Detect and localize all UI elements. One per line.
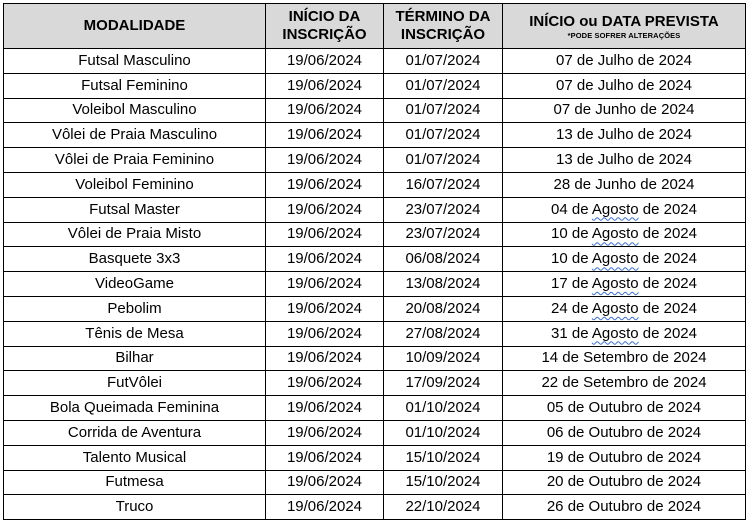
cell-data-prevista: 06 de Outubro de 2024 <box>503 420 746 445</box>
cell-modalidade: Basquete 3x3 <box>4 247 266 272</box>
cell-termino-inscricao: 06/08/2024 <box>384 247 503 272</box>
cell-termino-inscricao: 15/10/2024 <box>384 445 503 470</box>
cell-termino-inscricao: 20/08/2024 <box>384 296 503 321</box>
cell-data-prevista: 14 de Setembro de 2024 <box>503 346 746 371</box>
table-row <box>4 197 746 222</box>
cell-data-prevista: 13 de Julho de 2024 <box>503 123 746 148</box>
cell-inicio-inscricao: 19/06/2024 <box>266 148 384 173</box>
header-row <box>4 4 746 49</box>
cell-modalidade: Futsal Master <box>4 197 266 222</box>
cell-data-prevista: 07 de Julho de 2024 <box>503 73 746 98</box>
cell-data-prevista: 26 de Outubro de 2024 <box>503 495 746 520</box>
cell-modalidade: Voleibol Feminino <box>4 172 266 197</box>
cell-termino-inscricao: 10/09/2024 <box>384 346 503 371</box>
cell-inicio-inscricao: 19/06/2024 <box>266 346 384 371</box>
cell-modalidade: Voleibol Masculino <box>4 98 266 123</box>
table-row <box>4 148 746 173</box>
table-row <box>4 172 746 197</box>
cell-inicio-inscricao: 19/06/2024 <box>266 222 384 247</box>
cell-inicio-inscricao: 19/06/2024 <box>266 98 384 123</box>
cell-inicio-inscricao: 19/06/2024 <box>266 445 384 470</box>
cell-modalidade: Bilhar <box>4 346 266 371</box>
cell-termino-inscricao: 15/10/2024 <box>384 470 503 495</box>
cell-data-prevista: 04 de Agosto de 2024 <box>503 197 746 222</box>
cell-inicio-inscricao: 19/06/2024 <box>266 296 384 321</box>
cell-modalidade: Futsal Feminino <box>4 73 266 98</box>
schedule-table <box>3 3 746 520</box>
cell-data-prevista: 17 de Agosto de 2024 <box>503 272 746 297</box>
table-row <box>4 247 746 272</box>
cell-data-prevista: 10 de Agosto de 2024 <box>503 247 746 272</box>
cell-inicio-inscricao: 19/06/2024 <box>266 172 384 197</box>
header-modalidade: MODALIDADE <box>4 4 266 49</box>
cell-termino-inscricao: 23/07/2024 <box>384 197 503 222</box>
table-row <box>4 445 746 470</box>
cell-termino-inscricao: 23/07/2024 <box>384 222 503 247</box>
cell-inicio-inscricao: 19/06/2024 <box>266 396 384 421</box>
table-row <box>4 272 746 297</box>
cell-modalidade: Futsal Masculino <box>4 49 266 74</box>
cell-modalidade: Vôlei de Praia Feminino <box>4 148 266 173</box>
cell-data-prevista: 20 de Outubro de 2024 <box>503 470 746 495</box>
table-row <box>4 420 746 445</box>
table-row <box>4 371 746 396</box>
table-row <box>4 495 746 520</box>
cell-modalidade: Truco <box>4 495 266 520</box>
cell-inicio-inscricao: 19/06/2024 <box>266 495 384 520</box>
table-row <box>4 73 746 98</box>
cell-termino-inscricao: 27/08/2024 <box>384 321 503 346</box>
cell-termino-inscricao: 16/07/2024 <box>384 172 503 197</box>
cell-termino-inscricao: 13/08/2024 <box>384 272 503 297</box>
cell-inicio-inscricao: 19/06/2024 <box>266 73 384 98</box>
cell-termino-inscricao: 01/07/2024 <box>384 148 503 173</box>
cell-data-prevista: 13 de Julho de 2024 <box>503 148 746 173</box>
table-row <box>4 346 746 371</box>
table-row <box>4 470 746 495</box>
header-inicio-prevista: INÍCIO ou DATA PREVISTA *PODE SOFRER ALTERAÇÕES <box>503 4 746 49</box>
cell-termino-inscricao: 01/07/2024 <box>384 73 503 98</box>
cell-termino-inscricao: 01/07/2024 <box>384 98 503 123</box>
cell-inicio-inscricao: 19/06/2024 <box>266 247 384 272</box>
cell-termino-inscricao: 01/07/2024 <box>384 123 503 148</box>
table-row <box>4 123 746 148</box>
cell-inicio-inscricao: 19/06/2024 <box>266 123 384 148</box>
table-row <box>4 296 746 321</box>
table-row <box>4 49 746 74</box>
cell-inicio-inscricao: 19/06/2024 <box>266 272 384 297</box>
cell-termino-inscricao: 01/10/2024 <box>384 396 503 421</box>
table-row <box>4 98 746 123</box>
cell-data-prevista: 31 de Agosto de 2024 <box>503 321 746 346</box>
cell-data-prevista: 10 de Agosto de 2024 <box>503 222 746 247</box>
cell-data-prevista: 05 de Outubro de 2024 <box>503 396 746 421</box>
cell-data-prevista: 28 de Junho de 2024 <box>503 172 746 197</box>
cell-termino-inscricao: 17/09/2024 <box>384 371 503 396</box>
cell-termino-inscricao: 01/07/2024 <box>384 49 503 74</box>
cell-data-prevista: 07 de Junho de 2024 <box>503 98 746 123</box>
table-body <box>4 49 746 520</box>
cell-inicio-inscricao: 19/06/2024 <box>266 49 384 74</box>
cell-modalidade: Vôlei de Praia Masculino <box>4 123 266 148</box>
cell-termino-inscricao: 01/10/2024 <box>384 420 503 445</box>
header-note: *PODE SOFRER ALTERAÇÕES <box>567 30 681 40</box>
cell-modalidade: Futmesa <box>4 470 266 495</box>
cell-inicio-inscricao: 19/06/2024 <box>266 420 384 445</box>
cell-inicio-inscricao: 19/06/2024 <box>266 371 384 396</box>
schedule-table-container <box>3 3 746 520</box>
table-header <box>4 4 746 49</box>
cell-modalidade: VideoGame <box>4 272 266 297</box>
cell-inicio-inscricao: 19/06/2024 <box>266 321 384 346</box>
cell-data-prevista: 07 de Julho de 2024 <box>503 49 746 74</box>
cell-modalidade: FutVôlei <box>4 371 266 396</box>
table-row <box>4 321 746 346</box>
cell-modalidade: Talento Musical <box>4 445 266 470</box>
cell-modalidade: Vôlei de Praia Misto <box>4 222 266 247</box>
cell-inicio-inscricao: 19/06/2024 <box>266 470 384 495</box>
cell-data-prevista: 19 de Outubro de 2024 <box>503 445 746 470</box>
cell-data-prevista: 24 de Agosto de 2024 <box>503 296 746 321</box>
cell-inicio-inscricao: 19/06/2024 <box>266 197 384 222</box>
table-row <box>4 396 746 421</box>
cell-termino-inscricao: 22/10/2024 <box>384 495 503 520</box>
cell-modalidade: Pebolim <box>4 296 266 321</box>
cell-modalidade: Corrida de Aventura <box>4 420 266 445</box>
cell-data-prevista: 22 de Setembro de 2024 <box>503 371 746 396</box>
header-termino-inscricao: TÉRMINO DA INSCRIÇÃO <box>384 4 503 49</box>
cell-modalidade: Bola Queimada Feminina <box>4 396 266 421</box>
header-inicio-inscricao: INÍCIO DA INSCRIÇÃO <box>266 4 384 49</box>
cell-modalidade: Tênis de Mesa <box>4 321 266 346</box>
table-row <box>4 222 746 247</box>
